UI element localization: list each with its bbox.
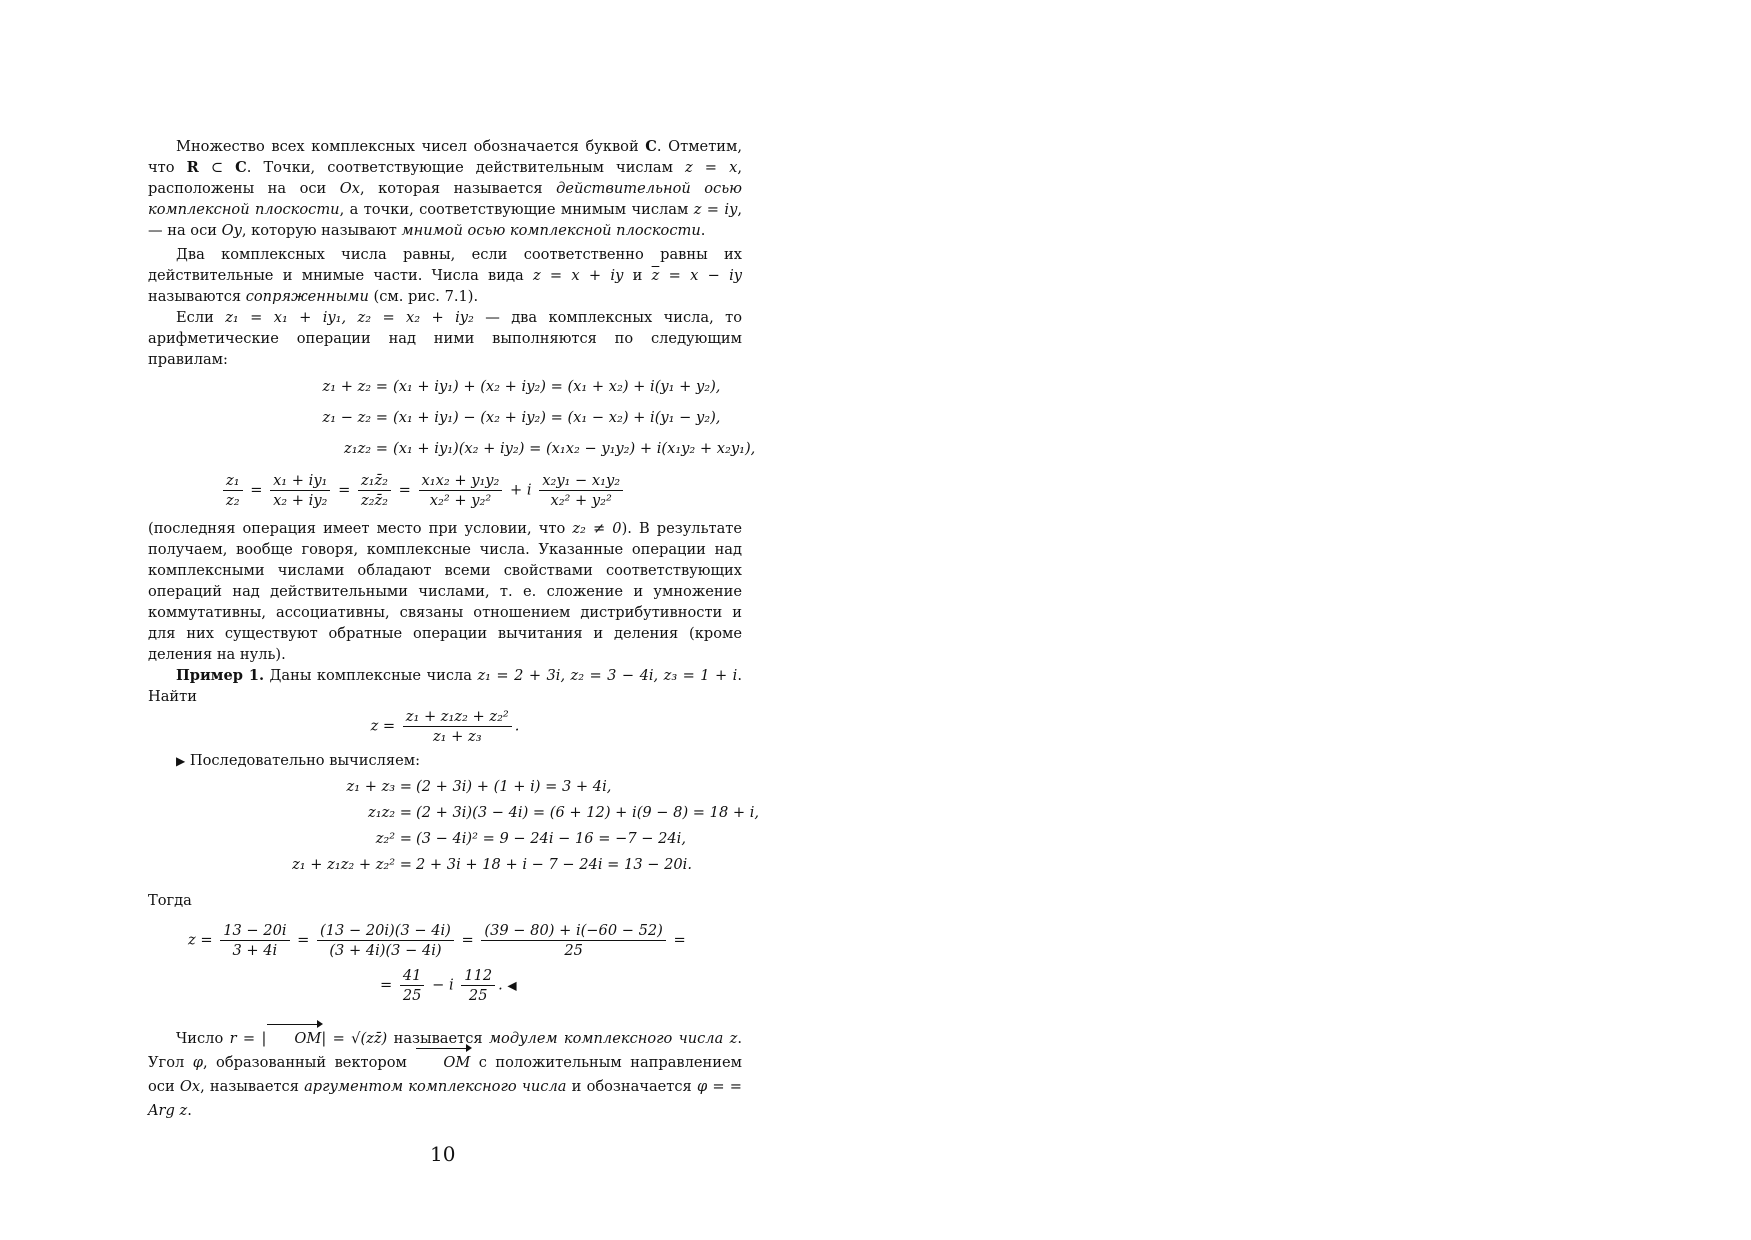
equals-sign: = <box>673 931 686 949</box>
equals-sign: = <box>398 481 411 499</box>
numerator: z₁ + z₁z₂ + z₂² <box>403 707 512 727</box>
paragraph-complex-set <box>148 136 742 241</box>
numerator: 41 <box>400 966 425 986</box>
text: , которая называется <box>359 180 557 197</box>
denominator: z₁ + z₃ <box>432 728 482 745</box>
numerator: (13 − 20i)(3 − 4i) <box>317 921 454 941</box>
paragraph-modulus <box>148 1027 742 1123</box>
minus-i: − i <box>432 976 454 994</box>
term-modulus: модулем комплексного числа <box>488 1030 724 1047</box>
example-statement <box>148 665 742 707</box>
equation-lhs: z₁z₂ = <box>368 804 412 821</box>
term-conjugate: сопряженными <box>245 288 369 305</box>
fraction <box>481 921 665 960</box>
equals-sign: = <box>338 481 351 499</box>
formula: z₁ = x₁ + iy₁, z₂ = x₂ + iy₂ <box>225 309 474 326</box>
text: . <box>700 222 706 239</box>
solution-equations <box>148 776 760 880</box>
equation-rhs: (2 + 3i)(3 − 4i) = (6 + 12) + i(9 − 8) = 18 + i, <box>416 804 760 821</box>
denominator: 25 <box>468 987 488 1004</box>
numerator: (39 − 80) + i(−60 − 52) <box>481 921 665 941</box>
equation-lhs: z₁ + z₂ = <box>322 378 388 395</box>
denominator: x₂² + y₂² <box>429 492 492 509</box>
symbol-R: R <box>186 159 199 176</box>
equation-lhs: z = <box>370 717 396 735</box>
formula: r <box>229 1030 237 1047</box>
formula: z = x + iy <box>532 267 624 284</box>
text: (см. рис. 7.1). <box>368 288 479 305</box>
text: . Точки, соответствующие действительным числам <box>246 159 686 176</box>
text: . Угол <box>148 1030 742 1071</box>
text: , — на оси <box>148 201 742 239</box>
equation-sum <box>148 376 742 407</box>
text: и <box>623 267 652 284</box>
text: Если <box>176 309 226 326</box>
text: Число <box>176 1030 230 1047</box>
vector-OM: OM <box>415 1051 470 1075</box>
equation-lhs: z = <box>188 931 213 949</box>
fraction <box>419 471 503 510</box>
text: и обозначается <box>566 1078 697 1095</box>
formula: z = iy <box>693 201 738 218</box>
term-argument: аргументом комплексного числа <box>304 1078 567 1095</box>
text: Последовательно вычисляем: <box>185 752 420 769</box>
operations-equations <box>148 376 756 510</box>
text: . Найти <box>148 667 742 705</box>
formula: Ox <box>339 180 360 197</box>
term-imaginary-axis: мнимой осью комплексной плоскости <box>401 222 701 239</box>
formula: z₃ = 1 + i <box>663 667 738 684</box>
formula: = x − iy <box>659 267 742 284</box>
text: , а точки, соответствующие мнимым числам <box>339 201 694 218</box>
vector-OM: OM <box>266 1027 321 1051</box>
equation <box>148 776 742 802</box>
equation-quotient <box>148 471 742 510</box>
equation <box>148 828 742 854</box>
fraction <box>403 707 512 746</box>
equation-lhs: z₁ + z₃ = <box>346 778 412 795</box>
equation-lhs: z₁z₂ = <box>344 440 388 457</box>
formula: z₂ ≠ 0 <box>572 520 622 537</box>
fraction <box>223 471 243 510</box>
fraction <box>461 966 495 1005</box>
numerator: z₁ <box>223 471 243 491</box>
denominator: z₂ <box>226 492 240 509</box>
formula: z <box>729 1030 738 1047</box>
equals-sign: = <box>461 931 474 949</box>
text: Два комплексных числа равны, если соответственно равны их действительные и мнимые части. Числа вида <box>148 246 742 284</box>
formula: z = x <box>685 159 738 176</box>
text: , называется <box>200 1078 305 1095</box>
equals-sign: = <box>380 976 393 994</box>
final-equation-line2 <box>148 966 742 1005</box>
equation <box>148 802 760 828</box>
formula-zbar: $\overline{z}$ <box>651 267 660 284</box>
equals-sign: = <box>250 481 263 499</box>
fraction <box>539 471 623 510</box>
formula: z₁ = 2 + 3i, <box>477 667 566 684</box>
paragraph-equality <box>148 244 742 307</box>
denominator: 3 + 4i <box>232 942 278 959</box>
paragraph-operations-intro <box>148 307 742 370</box>
text: , расположены на оси <box>148 159 742 197</box>
solution-end-icon: ◀ <box>507 978 517 993</box>
equation-rhs: 2 + 3i + 18 + i − 7 − 24i = 13 − 20i. <box>416 856 692 873</box>
page-content <box>148 136 760 1123</box>
denominator: x₂² + y₂² <box>550 492 612 509</box>
numerator: 13 − 20i <box>220 921 289 941</box>
equation-rhs: (3 − 4i)² = 9 − 24i − 16 = −7 − 24i, <box>416 830 686 847</box>
denominator: (3 + 4i)(3 − 4i) <box>329 942 442 959</box>
symbol-C: C <box>235 159 247 176</box>
equation-rhs: (x₁ + iy₁)(x₂ + iy₂) = (x₁x₂ − y₁y₂) + i(x₁y₂ + x₂y₁), <box>393 440 756 457</box>
subset-symbol: ⊂ <box>198 159 236 176</box>
denominator: 25 <box>564 942 583 959</box>
plus-i: + i <box>510 481 532 499</box>
paragraph-properties <box>148 518 742 665</box>
fraction <box>358 471 391 510</box>
page-number: 10 <box>430 1142 456 1166</box>
solution-intro <box>148 750 742 772</box>
denominator: x₂ + iy₂ <box>273 492 328 509</box>
equation-rhs: (x₁ + iy₁) + (x₂ + iy₂) = (x₁ + x₂) + i(y₁ + y₂), <box>393 378 721 395</box>
term-real-axis: действительной осью комплексной плоскости <box>148 180 742 218</box>
denominator: 25 <box>402 987 422 1004</box>
equation-lhs: z₂² = <box>375 830 412 847</box>
formula: z₂ = 3 − 4i, <box>565 667 659 684</box>
formula: Oy <box>221 222 242 239</box>
final-equation-line1 <box>148 921 742 960</box>
equation-lhs: z₁ + z₁z₂ + z₂² = <box>292 856 412 873</box>
numerator: 112 <box>461 966 495 986</box>
numerator: x₁x₂ + y₁y₂ <box>419 471 503 491</box>
formula: = | <box>236 1030 267 1047</box>
solution-start-icon: ▶ <box>176 754 186 768</box>
text: называются <box>148 288 246 305</box>
text-then: Тогда <box>148 892 192 909</box>
numerator: z₁z̄₂ <box>358 471 391 491</box>
text: ). В результате получаем, вообще говоря, комплексные числа. Указанные операции над комплексными числами обладают всеми свойствами соответствующих операций над действительными числами, т. е. сложение и умножение коммутативны, ассоциативны, связаны отношением дистрибутивности и для них существуют обратные операции вычитания и деления (кроме деления на нуль). <box>148 520 742 663</box>
equation <box>148 854 742 880</box>
fraction <box>270 471 330 510</box>
fraction <box>220 921 289 960</box>
period: . <box>514 717 520 735</box>
text: с положительным направлением оси <box>148 1054 742 1095</box>
example-label: Пример 1. <box>176 667 265 684</box>
equation-difference <box>148 407 742 438</box>
numerator: x₁ + iy₁ <box>270 471 330 491</box>
numerator: x₂y₁ − x₁y₂ <box>539 471 623 491</box>
equation-rhs: (2 + 3i) + (1 + i) = 3 + 4i, <box>416 778 612 795</box>
text: — два комплексных числа, то арифметические операции над ними выполняются по следующим правилам: <box>148 309 742 368</box>
formula: | = √(zz̄) <box>321 1030 388 1047</box>
equation-product <box>148 438 756 469</box>
text: . <box>187 1102 192 1119</box>
equation-lhs: z₁ − z₂ = <box>322 409 388 426</box>
fraction <box>400 966 425 1005</box>
example-formula <box>148 707 742 746</box>
period: . <box>498 976 503 994</box>
text: (последняя операция имеет место при условии, что <box>148 520 573 537</box>
text: . Отметим, что <box>148 138 742 176</box>
denominator: z₂z̄₂ <box>360 492 389 509</box>
text: Даны комплексные числа <box>264 667 478 684</box>
text: называется <box>387 1030 489 1047</box>
symbol-C: C <box>645 138 657 155</box>
formula: Ox <box>179 1078 201 1095</box>
formula: φ <box>192 1054 203 1071</box>
text: Множество всех комплексных чисел обозначается буквой <box>176 138 646 155</box>
equals-sign: = <box>297 931 310 949</box>
equation-rhs: (x₁ + iy₁) − (x₂ + iy₂) = (x₁ − x₂) + i(y₁ − y₂), <box>393 409 721 426</box>
text: , которую называют <box>241 222 402 239</box>
fraction <box>317 921 454 960</box>
text: , образованный вектором <box>202 1054 416 1071</box>
formula: φ = = Arg z <box>148 1078 742 1119</box>
